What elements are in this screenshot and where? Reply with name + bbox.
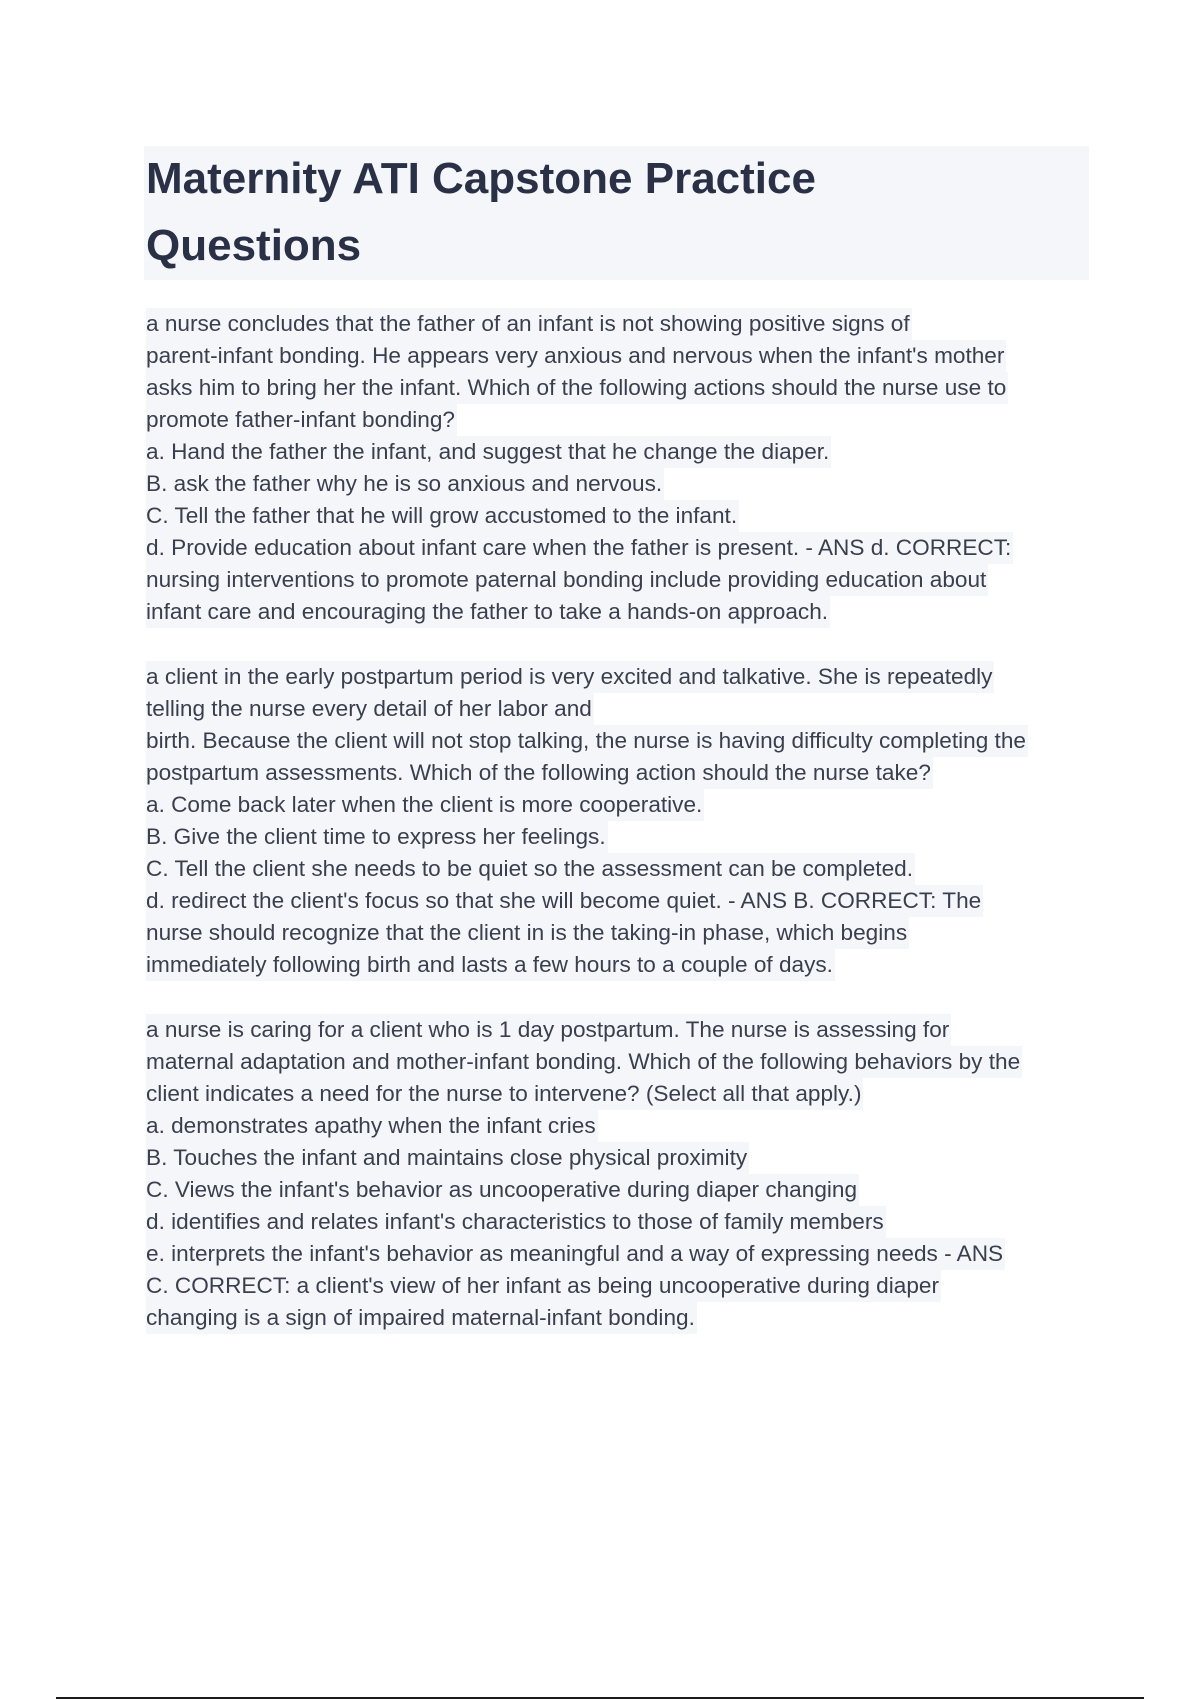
page-title-line-2: Questions (146, 221, 362, 270)
question-block-3 (146, 1014, 1096, 1334)
question-1-line: a nurse concludes that the father of an infant is not showing positive signs of (146, 308, 912, 340)
question-1-rationale: nursing interventions to promote paternal bonding include providing education about (146, 564, 988, 596)
question-2-option-answer: d. redirect the client's focus so that she will become quiet. - ANS B. CORRECT: The (146, 885, 983, 917)
question-1-line: asks him to bring her the infant. Which of the following actions should the nurse use to (146, 372, 1008, 404)
question-2-line: postpartum assessments. Which of the following action should the nurse take? (146, 757, 933, 789)
question-1-option: B. ask the father why he is so anxious and nervous. (146, 468, 664, 500)
question-1-option: C. Tell the father that he will grow accustomed to the infant. (146, 500, 739, 532)
page-title-line-1: Maternity ATI Capstone Practice (146, 154, 816, 203)
question-1-rationale: infant care and encouraging the father to take a hands-on approach. (146, 596, 830, 628)
question-2-rationale: immediately following birth and lasts a few hours to a couple of days. (146, 949, 835, 981)
question-2-option: C. Tell the client she needs to be quiet so the assessment can be completed. (146, 853, 915, 885)
question-3-line: client indicates a need for the nurse to intervene? (Select all that apply.) (146, 1078, 863, 1110)
question-2-line: telling the nurse every detail of her labor and (146, 693, 594, 725)
question-1-option: a. Hand the father the infant, and suggest that he change the diaper. (146, 436, 831, 468)
footer-divider (56, 1697, 1144, 1699)
question-3-line: maternal adaptation and mother-infant bonding. Which of the following behaviors by the (146, 1046, 1022, 1078)
question-3-line: a nurse is caring for a client who is 1 day postpartum. The nurse is assessing for (146, 1014, 951, 1046)
question-2-option: a. Come back later when the client is more cooperative. (146, 789, 704, 821)
question-3-option: B. Touches the infant and maintains close physical proximity (146, 1142, 749, 1174)
question-3-rationale: changing is a sign of impaired maternal-infant bonding. (146, 1302, 697, 1334)
question-3-option-answer: e. interprets the infant's behavior as meaningful and a way of expressing needs - ANS (146, 1238, 1005, 1270)
question-3-option: C. Views the infant's behavior as uncooperative during diaper changing (146, 1174, 859, 1206)
question-1-line: parent-infant bonding. He appears very anxious and nervous when the infant's mother (146, 340, 1006, 372)
question-2-rationale: nurse should recognize that the client in is the taking-in phase, which begins (146, 917, 909, 949)
question-2-line: a client in the early postpartum period is very excited and talkative. She is repeatedly (146, 661, 994, 693)
question-block-2 (146, 661, 1096, 981)
question-3-option: d. identifies and relates infant's characteristics to those of family members (146, 1206, 886, 1238)
question-1-line: promote father-infant bonding? (146, 404, 457, 436)
question-2-option: B. Give the client time to express her feelings. (146, 821, 608, 853)
question-2-line: birth. Because the client will not stop talking, the nurse is having difficulty completing the (146, 725, 1028, 757)
question-1-option-answer: d. Provide education about infant care when the father is present. - ANS d. CORRECT: (146, 532, 1013, 564)
question-3-rationale: C. CORRECT: a client's view of her infant as being uncooperative during diaper (146, 1270, 941, 1302)
question-block-1 (146, 308, 1096, 628)
question-3-option: a. demonstrates apathy when the infant cries (146, 1110, 598, 1142)
title-banner (144, 146, 1089, 280)
